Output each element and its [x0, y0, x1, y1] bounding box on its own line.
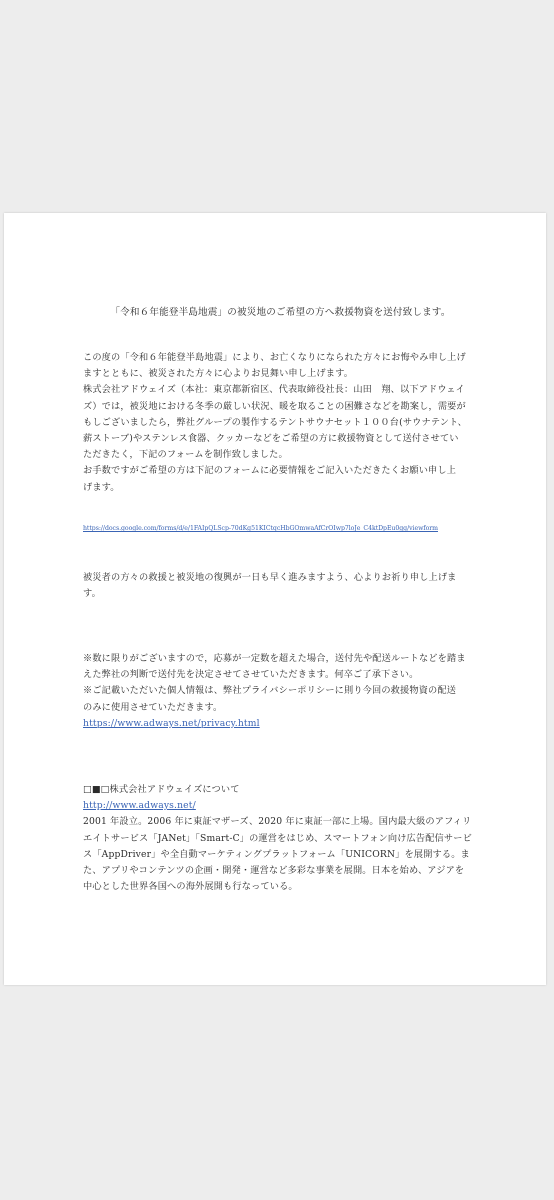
- text-line: た、アプリやコンテンツの企画・開発・運営など多彩な事業を展開。日本を始め、アジアを: [83, 865, 465, 877]
- intro-paragraph: [83, 350, 478, 496]
- text-line: 薪ストーブ)やステンレス食器、クッカーなどをご希望の方に救援物資として送付させてい: [83, 433, 459, 445]
- text-line: ただきたく，下記のフォームを制作致しました。: [83, 449, 288, 461]
- notes-paragraph: [83, 651, 478, 732]
- text-line: この度の「令和６年能登半島地震」により、お亡くなりになられた方々にお悔やみ申し上げ: [83, 352, 466, 363]
- text-line: ますとともに、被災された方々に心よりお見舞い申し上げます。: [83, 368, 354, 380]
- text-line: ズ）では，被災地における冬季の厳しい状況、暖を取ることの困難さなどを勘案し，需要が: [83, 400, 466, 412]
- text-line: ※数に限りがございますので，応募が一定数を超えた場合，送付先や配送ルートなどを踏ま: [83, 653, 466, 664]
- text-line: 中心とした世界各国への海外展開も行なっている。: [83, 881, 298, 893]
- text-line: お手数ですがご希望の方は下記のフォームに必要情報をご記入いただきたくお願い申し上: [83, 465, 457, 477]
- text-line: す。: [83, 588, 101, 600]
- text-line: 2001 年設立。2006 年に東証マザーズ、2020 年に東証一部に上場。国内最大級のアフィリ: [83, 816, 472, 828]
- text-line: もしございましたら，弊社グループの製作するテントサウナセット１００台(サウナテント、: [83, 416, 467, 428]
- text-line: ス「AppDriver」や全自動マーケティングプラットフォーム「UNICORN」を展開する。ま: [83, 848, 470, 860]
- privacy-policy-link[interactable]: https://www.adways.net/privacy.html: [83, 717, 260, 729]
- text-line: ※ご記載いただいた個人情報は、弊社プライバシーポリシーに則り今回の救援物資の配送: [83, 685, 457, 697]
- text-line: えた弊社の判断で送付先を決定させてさせていただきます。何卒ご了承下さい。: [83, 669, 419, 681]
- about-heading: □■□株式会社アドウェイズについて: [83, 784, 240, 795]
- text-line: 被災者の方々の救援と被災地の復興が一日も早く進みますよう、心よりお祈り申し上げま: [83, 572, 457, 583]
- company-website-link[interactable]: http://www.adways.net/: [83, 800, 196, 812]
- document-page: [4, 213, 546, 985]
- text-line: のみに使用させていただきます。: [83, 701, 223, 713]
- google-form-link[interactable]: https://docs.google.com/forms/d/e/1FAIpQLScp-70dKg51KICtqcHbGOmwaAfCrOIwp7loJe_C4ktDpEu0gg/viewform: [83, 525, 438, 532]
- text-line: エイトサービス「JANet」「Smart-C」の運営をはじめ、スマートフォン向け広告配信サービ: [83, 832, 472, 844]
- text-line: げます。: [83, 481, 120, 493]
- about-company-section: [83, 782, 478, 895]
- text-line: 株式会社アドウェイズ（本社：東京都新宿区、代表取締役社長：山田 翔、以下アドウェイ: [83, 384, 466, 396]
- document-title: 「令和６年能登半島地震」の被災地のご希望の方へ救援物資を送付致します。: [110, 307, 451, 318]
- prayer-paragraph: [83, 570, 478, 602]
